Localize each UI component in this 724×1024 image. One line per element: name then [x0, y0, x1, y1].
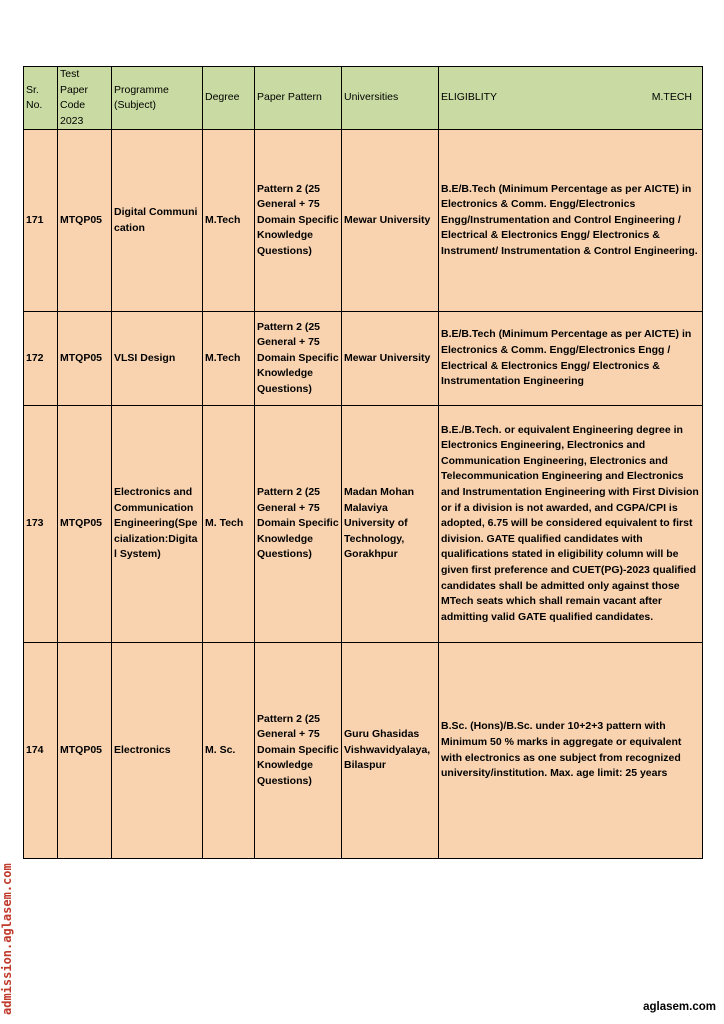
cell-eligibility: B.Sc. (Hons)/B.Sc. under 10+2+3 pattern with Minimum 50 % marks in aggregate or equivalent with electronics as one subject from recognized university/institution. Max. age limit: 25 years [439, 643, 703, 859]
cell-pattern: Pattern 2 (25 General + 75 Domain Specific Knowledge Questions) [255, 130, 342, 312]
table-row [24, 130, 703, 312]
side-watermark: admission.aglasem.com [0, 863, 14, 1015]
cell-pattern: Pattern 2 (25 General + 75 Domain Specific Knowledge Questions) [255, 643, 342, 859]
cell-code: MTQP05 [58, 130, 112, 312]
table-header-row [24, 67, 703, 130]
header-degree: Degree [203, 67, 255, 130]
cell-programme: Electronics [112, 643, 203, 859]
cell-university: Mewar University [342, 312, 439, 406]
cell-eligibility: B.E/B.Tech (Minimum Percentage as per AICTE) in Electronics & Comm. Engg/Electronics Engg/Instrumentation and Control Engineering / Electrical & Electronics Engg/ Electronics & Instrument/ Instrumentation & Control Engineering. [439, 130, 703, 312]
cell-pattern: Pattern 2 (25 General + 75 Domain Specific Knowledge Questions) [255, 406, 342, 643]
cell-programme: Digital Communication [112, 130, 203, 312]
cell-sr: 172 [24, 312, 58, 406]
header-programme: Programme (Subject) [112, 67, 203, 130]
header-course-label: M.TECH [651, 91, 692, 104]
cell-sr: 171 [24, 130, 58, 312]
cell-code: MTQP05 [58, 643, 112, 859]
eligibility-table [23, 66, 703, 859]
cell-code: MTQP05 [58, 312, 112, 406]
cell-degree: M.Tech [203, 130, 255, 312]
header-eligibility [439, 67, 703, 130]
cell-degree: M. Sc. [203, 643, 255, 859]
cell-degree: M.Tech [203, 312, 255, 406]
cell-university: Mewar University [342, 130, 439, 312]
cell-university: Guru Ghasidas Vishwavidyalaya, Bilaspur [342, 643, 439, 859]
cell-programme: VLSI Design [112, 312, 203, 406]
header-sr-no: Sr. No. [24, 67, 58, 130]
header-paper-pattern: Paper Pattern [255, 67, 342, 130]
header-universities: Universities [342, 67, 439, 130]
cell-code: MTQP05 [58, 406, 112, 643]
cell-degree: M. Tech [203, 406, 255, 643]
cell-eligibility: B.E./B.Tech. or equivalent Engineering degree in Electronics Engineering, Electronics and Communication Engineering, Electronics and Telecommunication Engineering and Electronics and Instrumentation Engineering with First Division or if a division is not awarded, and CGPA/CPI is adopted, 6.75 will be considered equivalent to first division. GATE qualified candidates with qualifications stated in eligibility column will be given first preference and CUET(PG)-2023 qualified candidates shall be admitted only against those MTech seats which shall remain vacant after admitting valid GATE qualified candidates. [439, 406, 703, 643]
header-test-paper-code: Test Paper Code 2023 [58, 67, 112, 130]
header-eligibility-label: ELIGIBLITY [441, 91, 498, 104]
cell-sr: 174 [24, 643, 58, 859]
cell-eligibility: B.E/B.Tech (Minimum Percentage as per AICTE) in Electronics & Comm. Engg/Electronics Engg / Electrical & Electronics Engg/ Electronics & Instrumentation Engineering [439, 312, 703, 406]
table-row [24, 406, 703, 643]
footer-brand: aglasem.com [643, 1001, 716, 1013]
cell-pattern: Pattern 2 (25 General + 75 Domain Specific Knowledge Questions) [255, 312, 342, 406]
table-row [24, 643, 703, 859]
table-row [24, 312, 703, 406]
cell-sr: 173 [24, 406, 58, 643]
cell-programme: Electronics and Communication Engineering(Specialization:Digital System) [112, 406, 203, 643]
cell-university: Madan Mohan Malaviya University of Technology, Gorakhpur [342, 406, 439, 643]
